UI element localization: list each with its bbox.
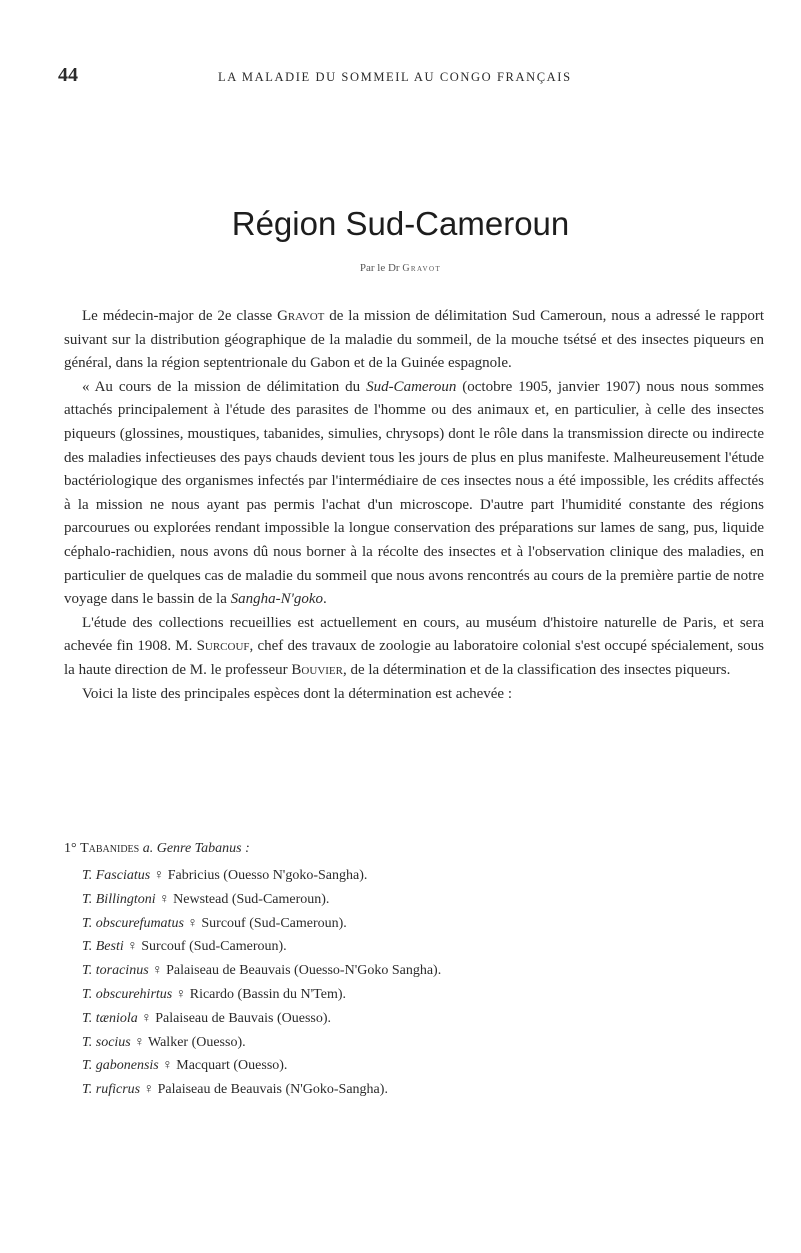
- article-title: Région Sud-Cameroun: [231, 205, 570, 242]
- list-item: T. ruficrus ♀ Palaiseau de Beauvais (N'Goko-Sangha).: [82, 1082, 388, 1098]
- byline-author: Gravot: [402, 263, 442, 274]
- section-heading: 1° Tabanides a. Genre Tabanus :: [64, 841, 250, 856]
- species-list: [82, 864, 762, 1102]
- article-body: [64, 305, 764, 706]
- byline-prefix: Par le Dr: [359, 262, 400, 274]
- list-item: T. obscurehirtus ♀ Ricardo (Bassin du N'Tem).: [82, 986, 347, 1002]
- paragraph: L'étude des collections recueillies est actuellement en cours, au muséum d'histoire naturelle de Paris, et sera achevée fin 1908. M. Surcouf, chef des travaux de zoologie au laboratoire colonial s'est occupé spécialement, sous la haute direction de M. le professeur Bouvier, de la détermination et de la classification des insectes piqueurs.: [64, 614, 764, 678]
- running-head: LA MALADIE DU SOMMEIL AU CONGO FRANÇAIS: [218, 70, 572, 84]
- paragraph: Voici la liste des principales espèces dont la détermination est achevée :: [82, 685, 512, 702]
- list-item: T. Billingtoni ♀ Newstead (Sud-Cameroun).: [82, 891, 330, 907]
- paragraph: « Au cours de la mission de délimitation du Sud-Cameroun (octobre 1905, janvier 1907) nous nous sommes attachés principalement à l'étude des parasites de l'homme ou des animaux et, en particulier, à celle des insectes piqueurs (glossines, moustiques, tabanides, simulies, chrysops) dont le rôle dans la transmission directe ou indirecte des maladies infectieuses des pays chauds devient tous les jours de plus en plus manifeste. Malheureusement l'étude bactériologique des organismes infectés par l'intermédiaire de ces insectes nous a été impossible, les crédits affectés à la mission ne nous ayant pas permis l'achat d'un microscope. D'autre part l'humidité constante des régions parcourues ou explorées rendant impossible la longue conservation des préparations sur lames de sang, pus, liquide céphalo-rachidien, nous avons dû nous borner à la récolte des insectes et à l'observation clinique des maladies, en particulier de quelques cas de maladie du sommeil que nous avons rencontrés au cours de la première partie de notre voyage dans le bassin de la Sangha-N'goko.: [64, 378, 764, 608]
- list-item: T. toracinus ♀ Palaiseau de Beauvais (Ouesso-N'Goko Sangha).: [82, 963, 442, 979]
- list-item: T. tæniola ♀ Palaiseau de Bauvais (Ouesso).: [82, 1010, 331, 1026]
- page-number: 44: [58, 64, 78, 86]
- byline: [0, 262, 801, 274]
- list-item: T. obscurefumatus ♀ Surcouf (Sud-Cameroun).: [82, 915, 347, 931]
- page-header: [58, 64, 761, 88]
- list-item: T. Besti ♀ Surcouf (Sud-Cameroun).: [82, 939, 287, 955]
- paragraph: Le médecin-major de 2e classe Gravot de la mission de délimitation Sud Cameroun, nous a adressé le rapport suivant sur la distribution géographique de la maladie du sommeil, de la mouche tsétsé et des insectes piqueurs en général, dans la région septentrionale du Gabon et de la Guinée espagnole.: [64, 308, 764, 372]
- list-item: T. socius ♀ Walker (Ouesso).: [82, 1034, 246, 1050]
- list-item: T. Fasciatus ♀ Fabricius (Ouesso N'goko-Sangha).: [82, 868, 368, 883]
- list-item: T. gabonensis ♀ Macquart (Ouesso).: [82, 1058, 288, 1074]
